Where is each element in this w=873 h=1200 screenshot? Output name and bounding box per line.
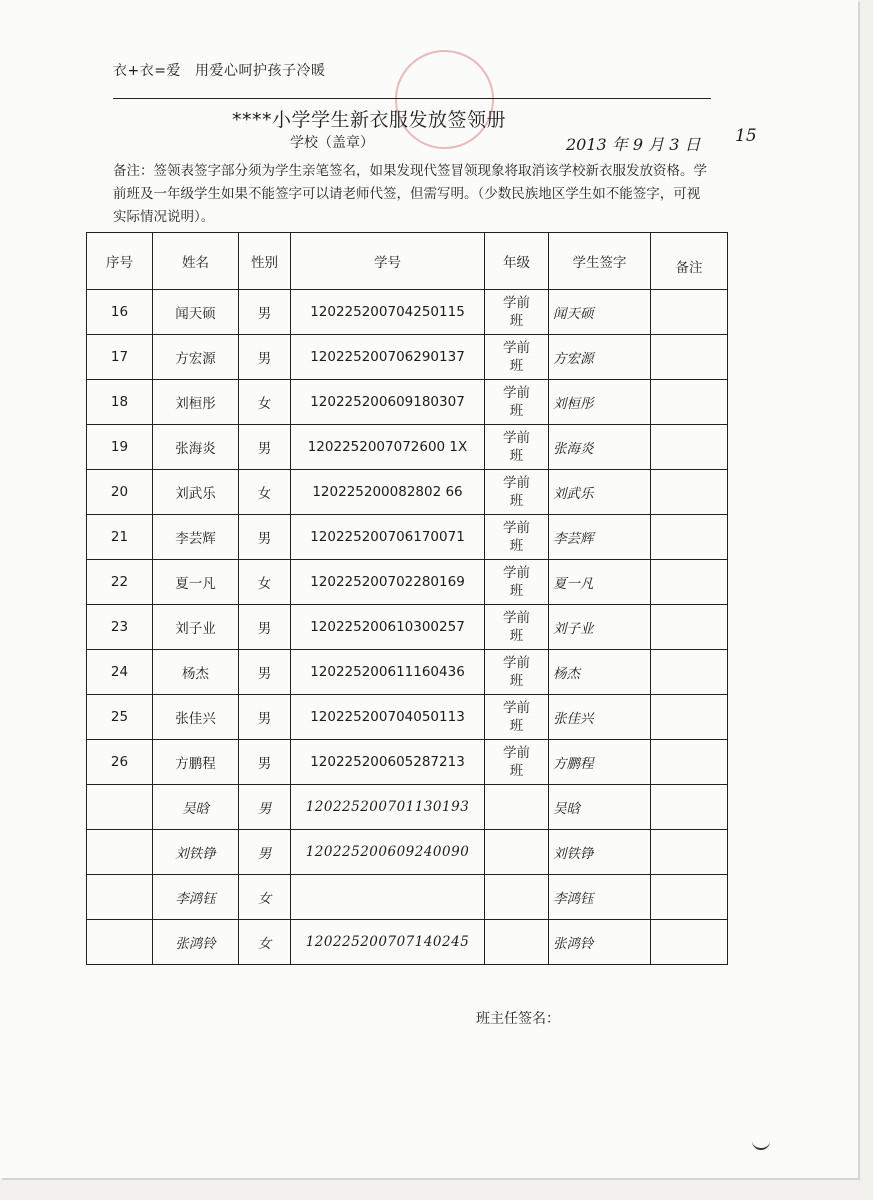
student-handwritten-signature: 夏一凡 (549, 560, 651, 605)
table-row (87, 380, 728, 425)
student-name: 刘桓彤 (153, 380, 239, 425)
header-slogan-text: 用爱心呵护孩子冷暖 (194, 63, 326, 79)
row-number: 24 (87, 650, 153, 695)
row-remark (651, 830, 728, 875)
student-gender: 男 (239, 695, 291, 740)
homeroom-teacher-signature-label: 班主任签名： (476, 1011, 560, 1027)
row-remark (651, 425, 728, 470)
student-grade: 学前 班 (485, 290, 549, 335)
row-number (87, 875, 153, 920)
table-row (87, 470, 728, 515)
row-number: 25 (87, 695, 153, 740)
student-id: 120225200707140245 (291, 920, 485, 965)
student-gender: 男 (239, 740, 291, 785)
student-id (291, 875, 485, 920)
student-id: 120225200704050113 (291, 695, 485, 740)
student-grade: 学前 班 (485, 650, 549, 695)
row-number: 16 (87, 290, 153, 335)
student-name: 刘武乐 (153, 470, 239, 515)
student-name: 杨杰 (153, 650, 239, 695)
student-gender: 男 (239, 425, 291, 470)
document-title: ****小学学生新衣服发放签领册 (232, 109, 507, 131)
student-gender: 男 (239, 830, 291, 875)
row-remark (651, 875, 728, 920)
student-id: 120225200605287213 (291, 740, 485, 785)
student-name: 方宏源 (153, 335, 239, 380)
col-header-gender: 性别 (239, 233, 291, 290)
table-row (87, 650, 728, 695)
row-remark (651, 740, 728, 785)
student-id: 120225200701130193 (291, 785, 485, 830)
student-id: 120225200704250115 (291, 290, 485, 335)
table-row-handwritten (87, 785, 728, 830)
student-id: 120225200609240090 (291, 830, 485, 875)
row-remark (651, 290, 728, 335)
official-seal-stamp (382, 37, 507, 162)
col-header-remark: 备注 (651, 233, 728, 290)
student-handwritten-signature: 张佳兴 (549, 695, 651, 740)
row-number: 26 (87, 740, 153, 785)
row-number: 21 (87, 515, 153, 560)
row-remark (651, 515, 728, 560)
row-remark (651, 560, 728, 605)
table-row-handwritten (87, 875, 728, 920)
student-gender: 女 (239, 920, 291, 965)
student-gender: 男 (239, 650, 291, 695)
row-number: 17 (87, 335, 153, 380)
student-grade (485, 830, 549, 875)
row-number (87, 830, 153, 875)
col-header-signature: 学生签字 (549, 233, 651, 290)
student-grade (485, 920, 549, 965)
student-gender: 男 (239, 515, 291, 560)
student-name: 张佳兴 (153, 695, 239, 740)
remarks-paragraph: 备注：签领表签字部分须为学生亲笔签名，如果发现代签冒领现象将取消该学校新衣服发放资格。学前班及一年级学生如果不能签字可以请老师代签，但需写明。（少数民族地区学生如不能签字，可视实际情况说明）。 (113, 163, 707, 225)
student-handwritten-signature: 张鸿铃 (549, 920, 651, 965)
col-header-grade: 年级 (485, 233, 549, 290)
student-handwritten-signature: 李芸辉 (549, 515, 651, 560)
student-id: 1202252007072600 1X (291, 425, 485, 470)
table-row (87, 740, 728, 785)
student-grade: 学前 班 (485, 425, 549, 470)
table-row (87, 560, 728, 605)
student-grade: 学前 班 (485, 740, 549, 785)
student-name: 夏一凡 (153, 560, 239, 605)
table-row (87, 605, 728, 650)
student-handwritten-signature: 闻天硕 (549, 290, 651, 335)
student-grade: 学前 班 (485, 470, 549, 515)
student-id: 120225200706290137 (291, 335, 485, 380)
student-gender: 女 (239, 875, 291, 920)
table-row-handwritten (87, 920, 728, 965)
student-name: 吴晗 (153, 785, 239, 830)
row-number: 18 (87, 380, 153, 425)
student-id: 120225200706170071 (291, 515, 485, 560)
student-handwritten-signature: 方宏源 (549, 335, 651, 380)
student-name: 李芸辉 (153, 515, 239, 560)
table-row (87, 515, 728, 560)
header-formula: 衣+衣=爱 (113, 63, 181, 79)
row-remark (651, 605, 728, 650)
table-row (87, 335, 728, 380)
student-handwritten-signature: 刘铁铮 (549, 830, 651, 875)
student-name: 刘子业 (153, 605, 239, 650)
row-remark (651, 335, 728, 380)
student-handwritten-signature: 李鸿钰 (549, 875, 651, 920)
student-name: 刘铁铮 (153, 830, 239, 875)
table-row (87, 290, 728, 335)
distribution-signature-table (86, 232, 728, 965)
student-handwritten-signature: 吴晗 (549, 785, 651, 830)
student-handwritten-signature: 张海炎 (549, 425, 651, 470)
student-gender: 女 (239, 560, 291, 605)
student-id: 120225200610300257 (291, 605, 485, 650)
row-number: 19 (87, 425, 153, 470)
student-grade (485, 785, 549, 830)
student-name: 闻天硕 (153, 290, 239, 335)
row-remark (651, 380, 728, 425)
row-number (87, 920, 153, 965)
student-handwritten-signature: 刘子业 (549, 605, 651, 650)
table-row-handwritten (87, 830, 728, 875)
row-remark (651, 785, 728, 830)
student-name: 方鹏程 (153, 740, 239, 785)
student-id: 120225200611160436 (291, 650, 485, 695)
row-number (87, 785, 153, 830)
student-gender: 女 (239, 380, 291, 425)
student-id: 120225200702280169 (291, 560, 485, 605)
student-grade: 学前 班 (485, 380, 549, 425)
student-gender: 男 (239, 335, 291, 380)
pen-mark (752, 1138, 770, 1150)
row-number: 20 (87, 470, 153, 515)
student-grade (485, 875, 549, 920)
student-name: 李鸿钰 (153, 875, 239, 920)
col-header-student-id: 学号 (291, 233, 485, 290)
row-remark (651, 470, 728, 515)
student-name: 张鸿铃 (153, 920, 239, 965)
student-id: 120225200609180307 (291, 380, 485, 425)
header-divider (113, 98, 711, 99)
row-remark (651, 695, 728, 740)
row-remark (651, 920, 728, 965)
school-seal-label: 学校（盖章） (290, 135, 374, 151)
student-handwritten-signature: 刘桓彤 (549, 380, 651, 425)
table-row (87, 695, 728, 740)
table-row (87, 425, 728, 470)
student-gender: 男 (239, 785, 291, 830)
student-name: 张海炎 (153, 425, 239, 470)
student-grade: 学前 班 (485, 515, 549, 560)
student-grade: 学前 班 (485, 605, 549, 650)
col-header-number: 序号 (87, 233, 153, 290)
student-id: 120225200082802 66 (291, 470, 485, 515)
row-remark (651, 650, 728, 695)
student-grade: 学前 班 (485, 695, 549, 740)
col-header-name: 姓名 (153, 233, 239, 290)
student-handwritten-signature: 杨杰 (549, 650, 651, 695)
student-gender: 男 (239, 290, 291, 335)
row-number: 23 (87, 605, 153, 650)
table-header-row (87, 233, 728, 290)
handwritten-date: 2013 年 9 月 3 日 (566, 135, 701, 154)
student-gender: 女 (239, 470, 291, 515)
header-slogan (113, 60, 325, 80)
student-grade: 学前 班 (485, 560, 549, 605)
student-gender: 男 (239, 605, 291, 650)
handwritten-page-number: 15 (735, 126, 757, 146)
student-handwritten-signature: 刘武乐 (549, 470, 651, 515)
student-grade: 学前 班 (485, 335, 549, 380)
student-handwritten-signature: 方鹏程 (549, 740, 651, 785)
row-number: 22 (87, 560, 153, 605)
